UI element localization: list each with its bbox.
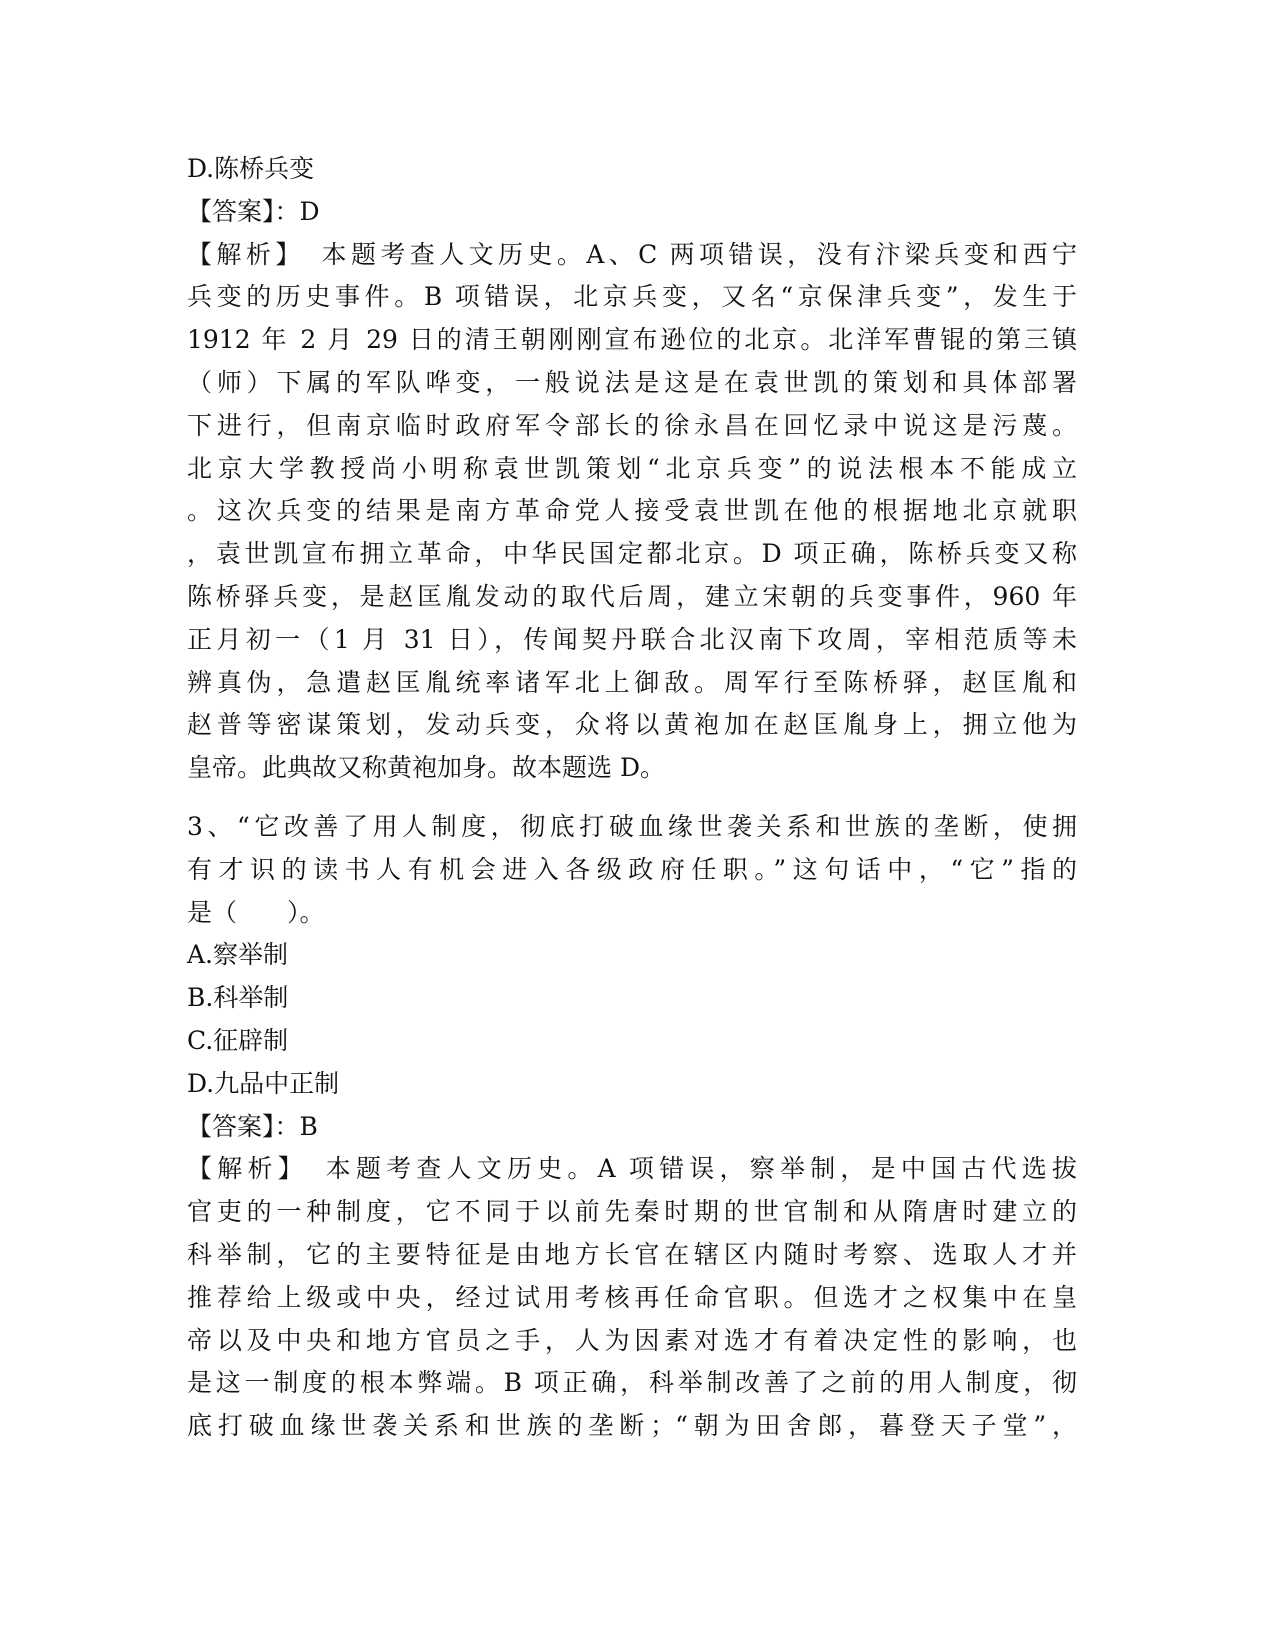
q3-option-d: D.九品中正制 xyxy=(187,1068,340,1098)
q2-analysis-line: 兵变的历史事件。B 项错误，北京兵变，又名“京保津兵变”，发生于 xyxy=(187,282,1077,312)
q2-analysis-line: 1912 年 2 月 29 日的清王朝刚刚宣布逊位的北京。北洋军曹锟的第三镇 xyxy=(187,325,1077,355)
q3-option-c: C.征辟制 xyxy=(187,1025,289,1055)
q2-analysis-line: 北京大学教授尚小明称袁世凯策划“北京兵变”的说法根本不能成立 xyxy=(187,453,1077,483)
q2-analysis-line: 【解析】 本题考查人文历史。A、C 两项错误，没有汴梁兵变和西宁 xyxy=(187,239,1077,269)
q2-analysis-line: 。这次兵变的结果是南方革命党人接受袁世凯在他的根据地北京就职 xyxy=(187,496,1077,526)
q2-analysis-line: 下进行，但南京临时政府军令部长的徐永昌在回忆录中说这是污蔑。 xyxy=(187,410,1077,440)
q3-analysis-line: 是这一制度的根本弊端。B 项正确，科举制改善了之前的用人制度，彻 xyxy=(187,1368,1077,1398)
q2-analysis-line: 正月初一（1 月 31 日），传闻契丹联合北汉南下攻周，宰相范质等未 xyxy=(187,624,1077,654)
q3-stem-line: 3、“它改善了用人制度，彻底打破血缘世袭关系和世族的垄断，使拥 xyxy=(187,811,1077,841)
document-body xyxy=(187,148,1077,1448)
q2-analysis-line: 辨真伪，急遣赵匡胤统率诸军北上御敌。周军行至陈桥驿，赵匡胤和 xyxy=(187,667,1077,697)
q3-answer: 【答案】：B xyxy=(187,1111,318,1141)
q3-stem-line: 是（ ）。 xyxy=(187,897,325,927)
q2-option-d: D.陈桥兵变 xyxy=(187,154,315,183)
q2-answer: 【答案】：D xyxy=(187,196,320,226)
q2-analysis-line: 陈桥驿兵变，是赵匡胤发动的取代后周，建立宋朝的兵变事件，960 年 xyxy=(187,581,1077,611)
q2-analysis-line: （师）下属的军队哗变，一般说法是这是在袁世凯的策划和具体部署 xyxy=(187,367,1077,397)
q3-analysis-line: 官吏的一种制度，它不同于以前先秦时期的世官制和从隋唐时建立的 xyxy=(187,1197,1077,1227)
q2-analysis-line: ，袁世凯宣布拥立革命，中华民国定都北京。D 项正确，陈桥兵变又称 xyxy=(187,539,1077,569)
q2-analysis-line: 赵普等密谋策划，发动兵变，众将以黄袍加在赵匡胤身上，拥立他为 xyxy=(187,710,1077,740)
q3-analysis-line: 帝以及中央和地方官员之手，人为因素对选才有着决定性的影响，也 xyxy=(187,1325,1077,1355)
q3-option-b: B.科举制 xyxy=(187,983,289,1013)
q3-analysis-line: 推荐给上级或中央，经过试用考核再任命官职。但选才之权集中在皇 xyxy=(187,1282,1077,1312)
q3-stem-line: 有才识的读书人有机会进入各级政府任职。”这句话中，“它”指的 xyxy=(187,854,1077,884)
q3-option-a: A.察举制 xyxy=(187,940,289,970)
q3-analysis-line: 科举制，它的主要特征是由地方长官在辖区内随时考察、选取人才并 xyxy=(187,1239,1077,1269)
q3-analysis-line: 底打破血缘世袭关系和世族的垄断；“朝为田舍郎，暮登天子堂”， xyxy=(187,1411,1077,1441)
paragraph-gap xyxy=(187,790,1077,806)
q2-analysis-line: 皇帝。此典故又称黄袍加身。故本题选 D。 xyxy=(187,753,665,783)
q3-analysis-line: 【解析】 本题考查人文历史。A 项错误，察举制，是中国古代选拔 xyxy=(187,1154,1077,1184)
